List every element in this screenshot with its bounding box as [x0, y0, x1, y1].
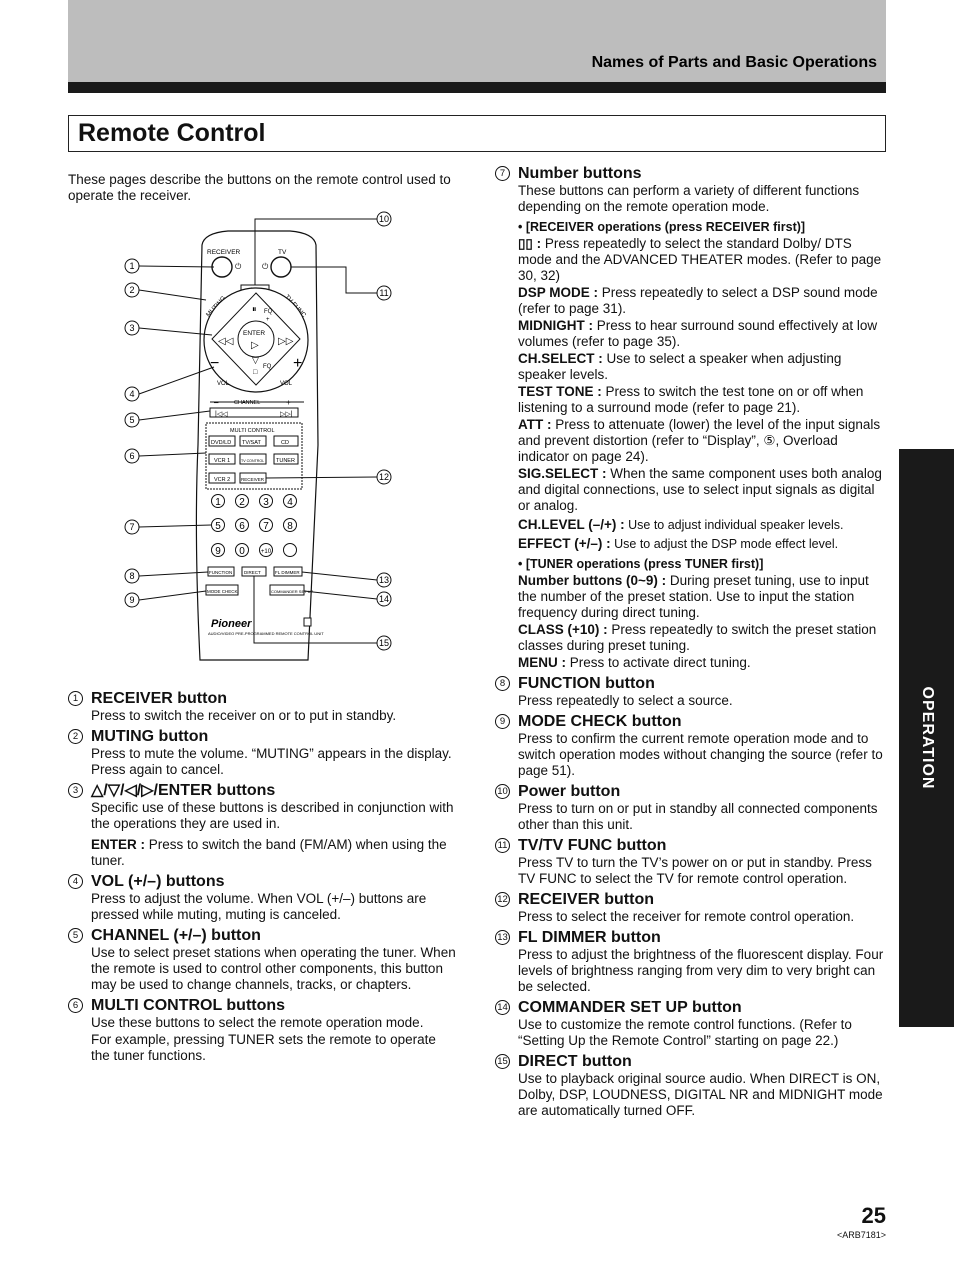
right-column: [495, 164, 887, 1122]
item-number: 14: [495, 1000, 510, 1015]
item-mode-check-button: [495, 712, 887, 779]
item-number: 6: [68, 998, 83, 1013]
side-tab-label: OPERATION: [918, 686, 936, 790]
callout-5: [125, 411, 210, 427]
item-body: Press to adjust the brightness of the fluorescent display. Four levels of brightness ranging from very dim to very bright can be selected.: [518, 947, 884, 994]
svg-text:1: 1: [215, 497, 221, 508]
item-number: 7: [495, 166, 510, 181]
svg-text:13: 13: [378, 575, 390, 585]
svg-text:DVD/LD: DVD/LD: [211, 440, 232, 446]
svg-text:8: 8: [287, 521, 293, 532]
svg-text:–: –: [214, 398, 219, 407]
svg-text:11: 11: [379, 288, 389, 298]
item-title: Number buttons: [518, 165, 642, 182]
item-title: RECEIVER button: [518, 891, 654, 908]
item-body: Press to adjust the volume. When VOL (+/–) buttons are pressed while muting, muting is canceled.: [91, 891, 427, 922]
item-number: 12: [495, 892, 510, 907]
callout-8: [125, 569, 208, 583]
section-subtitle: Names of Parts and Basic Operations: [591, 54, 877, 71]
callout-14: [304, 591, 391, 606]
header-rule: [68, 82, 886, 93]
item-body: Press TV to turn the TV’s power on or put in standby. Press TV FUNC to select the TV for remote control operation.: [518, 855, 872, 886]
item-number: 15: [495, 1054, 510, 1069]
label-receiver: RECEIVER: [207, 249, 241, 256]
item-title: FUNCTION button: [518, 675, 655, 692]
svg-text:3: 3: [129, 323, 135, 333]
svg-text:−: −: [210, 355, 220, 372]
svg-text:CD: CD: [281, 440, 289, 446]
item-tv-func-button: [495, 836, 887, 887]
svg-text:⏻: ⏻: [262, 262, 269, 271]
svg-text:+: +: [286, 398, 291, 407]
item-number: 2: [68, 729, 83, 744]
callout-13: [302, 572, 391, 587]
entry: CLASS (+10) : Press repeatedly to switch the preset station classes during preset tuning.: [518, 622, 877, 653]
svg-text:8: 8: [129, 571, 135, 581]
entry: TEST TONE : Press to switch the test tone on or off when listening to a surround mode (refer to page 21).: [518, 384, 864, 415]
item-body: Press to select the receiver for remote control operation.: [518, 909, 855, 924]
item-body: These buttons can perform a variety of different functions depending on the remote operation mode.: [518, 183, 860, 214]
item-body: Press to mute the volume. “MUTING” appears in the display. Press again to cancel.: [91, 746, 452, 777]
svg-text:6: 6: [239, 521, 245, 532]
item-number: 8: [495, 676, 510, 691]
svg-text:+: +: [266, 317, 270, 323]
entry: DSP MODE : Press repeatedly to select a DSP sound mode (refer to page 31).: [518, 285, 878, 316]
svg-text:7: 7: [129, 522, 135, 532]
title-box: [68, 115, 886, 152]
label-fq-down: FQ: [263, 364, 272, 370]
svg-text:□: □: [253, 369, 258, 376]
operation-side-tab: [899, 449, 954, 1027]
item-title: MUTING button: [91, 728, 209, 745]
svg-text:VCR 1: VCR 1: [214, 458, 231, 464]
svg-text:▽: ▽: [252, 355, 259, 365]
svg-text:0: 0: [239, 546, 245, 557]
item-commander-setup-button: [495, 998, 887, 1049]
entry: CH.SELECT : Use to select a speaker when adjusting speaker levels.: [518, 351, 842, 382]
item-number: 1: [68, 691, 83, 706]
entry: Number buttons (0~9) : During preset tuning, use to input the number of the preset station. Use to input the station frequency during direct tuning.: [518, 573, 869, 620]
enter-button: [238, 321, 274, 357]
item-vol-buttons: [68, 872, 456, 923]
svg-text:MODE CHECK: MODE CHECK: [207, 589, 238, 594]
item-multi-control-buttons: [68, 996, 456, 1064]
item-number: 9: [495, 714, 510, 729]
receiver-power-button: [212, 257, 232, 277]
item-body: Specific use of these buttons is described in conjunction with the operations they are used in.: [91, 800, 454, 831]
remote-control-illustration: [118, 205, 398, 670]
svg-text:4: 4: [287, 497, 293, 508]
item-title: VOL (+/–) buttons: [91, 873, 225, 890]
svg-text:|◁◁: |◁◁: [215, 411, 228, 418]
intro-text: These pages describe the buttons on the remote control used to operate the receiver.: [68, 172, 451, 203]
svg-text:5: 5: [215, 521, 221, 532]
svg-text:◁◁: ◁◁: [218, 336, 234, 347]
callout-1: [125, 259, 214, 273]
callout-2: [125, 283, 206, 300]
svg-text:⏸: ⏸: [252, 304, 257, 314]
item-body-2: For example, pressing TUNER sets the remote to operate the tuner functions.: [91, 1032, 436, 1063]
item-number-buttons: [495, 164, 887, 671]
svg-text:6: 6: [129, 451, 135, 461]
item-enter-buttons: [68, 781, 456, 869]
item-body: Press repeatedly to select a source.: [518, 693, 733, 708]
svg-text:DIRECT: DIRECT: [244, 570, 261, 575]
svg-text:TV CONTROL: TV CONTROL: [241, 459, 265, 463]
label-tv: TV: [278, 249, 287, 256]
svg-text:2: 2: [239, 497, 245, 508]
label-vol-left: VOL: [217, 381, 230, 387]
item-title: CHANNEL (+/–) button: [91, 927, 261, 944]
callout-3: [125, 321, 212, 335]
item-title: MULTI CONTROL buttons: [91, 997, 286, 1014]
svg-text:12: 12: [378, 472, 390, 482]
svg-text:2: 2: [129, 285, 135, 295]
svg-text:9: 9: [129, 595, 135, 605]
item-title: RECEIVER button: [91, 690, 227, 707]
svg-text:5: 5: [129, 415, 135, 425]
svg-text:14: 14: [378, 594, 390, 604]
label-enter: ENTER: [243, 330, 266, 337]
callout-6: [125, 449, 206, 463]
svg-text:▷▷|: ▷▷|: [280, 411, 293, 418]
left-column: [68, 689, 456, 1067]
item-body: Press to turn on or put in standby all connected components other than this unit.: [518, 801, 878, 832]
entry: SIG.SELECT : When the same component uses both analog and digital connections, use to select input signals as digital or analog.: [518, 466, 882, 513]
item-body: Use these buttons to select the remote operation mode.: [91, 1015, 424, 1030]
item-number: 4: [68, 874, 83, 889]
item-number: 13: [495, 930, 510, 945]
item-receiver-button: [68, 689, 456, 724]
brand-logo: Pioneer: [211, 618, 252, 630]
entry: ATT : Press to attenuate (lower) the level of the input signals and prevent distortion (refer to “Display”, ⑤, Overload indicator on page 24).: [518, 417, 881, 464]
tuner-ops-heading: • [TUNER operations (press TUNER first)]: [518, 557, 764, 571]
item-receiver-select-button: [495, 890, 887, 925]
entry: MIDNIGHT : Press to hear surround sound effectively at low volumes (refer to page 35).: [518, 318, 878, 349]
item-function-button: [495, 674, 887, 709]
page-number: 25: [861, 1203, 886, 1228]
item-title: COMMANDER SET UP button: [518, 999, 742, 1016]
entry: ▯▯ : Press repeatedly to select the standard Dolby/ DTS mode and the ADVANCED THEATER modes. (Refer to page 30, 32): [518, 236, 882, 283]
item-title: Power button: [518, 783, 621, 800]
svg-text:▷▷: ▷▷: [278, 336, 294, 347]
svg-text:⏻: ⏻: [235, 262, 242, 271]
svg-text:1: 1: [129, 261, 135, 271]
svg-text:▷: ▷: [251, 340, 259, 351]
label-channel: CHANNEL: [234, 400, 261, 406]
item-number: 11: [495, 838, 510, 853]
remote-footer-text: AUDIO/VIDEO PRE-PROGRAMMED REMOTE CONTROL UNIT: [208, 631, 324, 636]
item-extra-label: ENTER :: [91, 837, 145, 852]
entry: CH.LEVEL (–/+) : Use to adjust individual speaker levels.: [518, 517, 844, 532]
label-fq-up: FQ: [264, 309, 273, 315]
callout-9: [125, 591, 206, 607]
item-body: Press to switch the receiver on or to put in standby.: [91, 708, 397, 723]
svg-text:+: +: [293, 355, 303, 372]
svg-text:10: 10: [378, 214, 390, 224]
document-code: <ARB7181>: [836, 1230, 886, 1240]
item-number: 3: [68, 783, 83, 798]
item-title: TV/TV FUNC button: [518, 837, 667, 854]
svg-text:RECEIVER: RECEIVER: [241, 477, 265, 482]
svg-text:+10: +10: [260, 549, 272, 555]
svg-text:9: 9: [215, 546, 221, 557]
item-title: △/▽/◁/▷/ENTER buttons: [91, 782, 276, 799]
svg-text:FL DIMMER: FL DIMMER: [275, 570, 300, 575]
item-fl-dimmer-button: [495, 928, 887, 995]
item-channel-button: [68, 926, 456, 993]
svg-text:15: 15: [378, 638, 390, 648]
item-number: 10: [495, 784, 510, 799]
item-number: 5: [68, 928, 83, 943]
label-vol-right: VOL: [280, 381, 293, 387]
item-body: Use to playback original source audio. When DIRECT is ON, Dolby, DSP, LOUDNESS, DIGITAL NR and MIDNIGHT mode are automatically turned OFF.: [518, 1071, 883, 1118]
entry: EFFECT (+/–) : Use to adjust the DSP mode effect level.: [518, 536, 839, 551]
item-title: MODE CHECK button: [518, 713, 682, 730]
item-power-button: [495, 782, 887, 833]
item-title: FL DIMMER button: [518, 929, 661, 946]
svg-text:VCR 2: VCR 2: [214, 477, 231, 483]
svg-text:FUNCTION: FUNCTION: [209, 570, 233, 575]
item-muting-button: [68, 727, 456, 778]
svg-text:TV/SAT: TV/SAT: [242, 440, 261, 446]
item-body: Use to customize the remote control functions. (Refer to “Setting Up the Remote Control” starting on page 22.): [518, 1017, 852, 1048]
page-title: Remote Control: [78, 119, 266, 147]
svg-text:4: 4: [129, 389, 135, 399]
entry: MENU : Press to activate direct tuning.: [518, 655, 751, 670]
label-multi-control: MULTI CONTROL: [230, 428, 275, 434]
svg-text:COMMANDER SET UP: COMMANDER SET UP: [271, 589, 314, 594]
svg-text:TUNER: TUNER: [276, 458, 295, 464]
item-body: Press to confirm the current remote operation mode and to switch operation modes without changing the source (refer to page 51).: [518, 731, 883, 778]
svg-text:7: 7: [263, 521, 269, 532]
receiver-ops-heading: • [RECEIVER operations (press RECEIVER first)]: [518, 220, 806, 234]
svg-text:3: 3: [263, 497, 269, 508]
item-body: Use to select preset stations when operating the tuner. When the remote is used to control other components, this button may be used to change channels, tracks, or chapters.: [91, 945, 456, 992]
item-direct-button: [495, 1052, 887, 1119]
item-extra: Press to switch the band (FM/AM) when using the tuner.: [91, 837, 447, 868]
tv-power-button: [271, 257, 291, 277]
item-title: DIRECT button: [518, 1053, 632, 1070]
